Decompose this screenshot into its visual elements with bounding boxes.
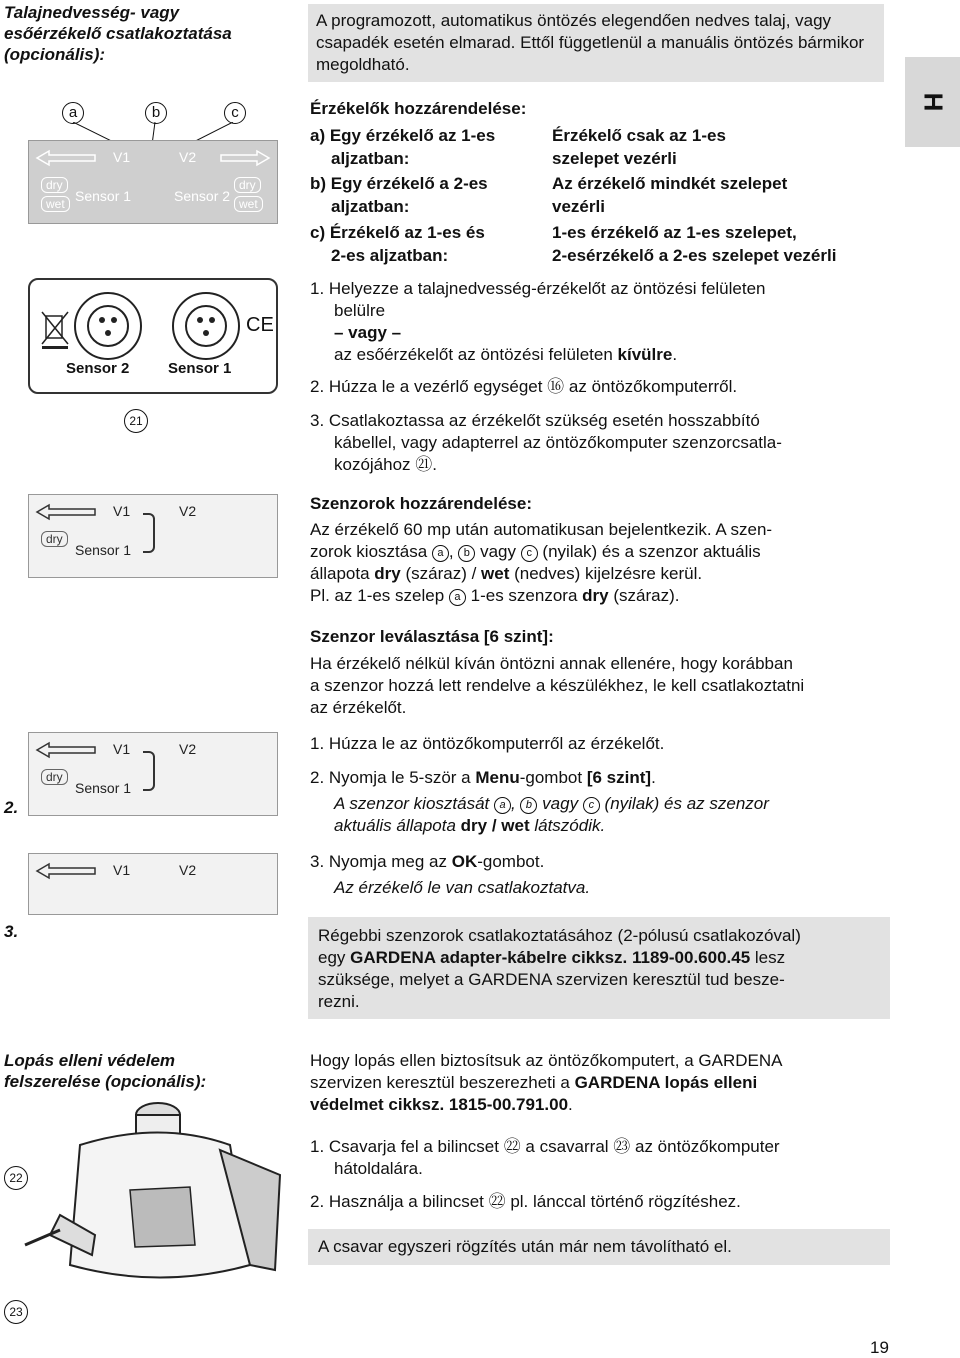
v2-label: V2 bbox=[179, 741, 197, 757]
assign-heading: Érzékelők hozzárendelése: bbox=[310, 99, 527, 118]
step-2-label: 2. bbox=[4, 798, 19, 817]
display-one-sensor bbox=[28, 494, 278, 578]
dry-badge-2: dry bbox=[234, 177, 261, 193]
szen-dry2: dry bbox=[582, 586, 609, 605]
wet-badge-2: wet bbox=[234, 196, 263, 212]
callout-22: 22 bbox=[4, 1166, 28, 1190]
row-c-right: 1-es érzékelő az 1-es szelepet, bbox=[552, 223, 797, 242]
arrow-icons bbox=[35, 149, 271, 167]
lev-line2: a szenzor hozzá lett rendelve a készülékhez, le kell csatlakoztatni bbox=[310, 676, 805, 695]
intro-box: A programozott, automatikus öntözés elegendően nedves talaj, vagy csapadék esetén elmarad. Ettől függetlenül a manuális öntözés bármikor megoldható. bbox=[308, 4, 884, 82]
lev-s3a: 3. Nyomja meg az bbox=[310, 852, 452, 871]
row-c-right2: 2-esérzékelő a 2-es szelepet vezérli bbox=[552, 246, 837, 265]
v1-label: V1 bbox=[113, 149, 131, 165]
dry-badge: dry bbox=[41, 531, 68, 547]
lev-s2b: -gombot bbox=[519, 768, 587, 787]
box2-line3: szüksége, melyet a GARDENA szervizen keresztül tud besze- bbox=[318, 970, 785, 989]
sensor1-label: Sensor 1 bbox=[75, 780, 132, 796]
row-b-left2: aljzatban: bbox=[331, 197, 410, 216]
display-two-sensors bbox=[28, 140, 278, 224]
szen-3b: (száraz) / bbox=[400, 564, 482, 583]
lev-it1b: vagy bbox=[537, 794, 583, 813]
row-a-right: Érzékelő csak az 1-es bbox=[552, 126, 726, 145]
szen-line1: Az érzékelő 60 mp után automatikusan bejelentkezik. A szen- bbox=[310, 520, 773, 539]
screw-box: A csavar egyszeri rögzítés után már nem távolítható el. bbox=[308, 1229, 890, 1265]
lev-drywet: dry / wet bbox=[460, 816, 530, 835]
row-a-left: a) Egy érzékelő az 1-es bbox=[310, 126, 496, 145]
wet-badge-1: wet bbox=[41, 196, 70, 212]
szen-3a: állapota bbox=[310, 564, 375, 583]
arrow-left-icon bbox=[35, 741, 115, 759]
lev-it2a: aktuális állapota bbox=[334, 816, 461, 835]
page-number: 19 bbox=[870, 1338, 889, 1357]
lev-s3b: -gombot. bbox=[477, 852, 545, 871]
ce-mark: CE bbox=[246, 314, 274, 336]
box2-2a: egy bbox=[318, 948, 351, 967]
display-step3 bbox=[28, 853, 278, 915]
lev-ok: OK bbox=[451, 852, 478, 871]
box2-2c: lesz bbox=[750, 948, 786, 967]
device-illustration bbox=[20, 1095, 285, 1295]
szen-2a: zorok kiosztása bbox=[310, 542, 432, 561]
theft-3: védelmet cikksz. 1815-00.791.00 bbox=[310, 1095, 569, 1114]
szen-paragraph: Az érzékelő 60 mp után automatikusan bejelentkezik. A szen- zorok kiosztása a , b vagy c (nyilak) és a szenzor aktuális állapota dry (száraz) / wet (nedves) kijelzésre kerül. Pl. az 1-es szelep a 1-es szenzora dry (száraz). bbox=[310, 519, 885, 607]
sensor1-label: Sensor 1 bbox=[75, 542, 132, 558]
lev-s2a: 2. Nyomja le 5-ször a bbox=[310, 768, 476, 787]
sensor2-label: Sensor 2 bbox=[174, 188, 231, 204]
theft-step1 bbox=[310, 1136, 885, 1180]
row-c-left2: 2-es aljzatban: bbox=[331, 246, 449, 265]
szen-dry: dry bbox=[374, 564, 401, 583]
circ-a: a bbox=[432, 545, 449, 562]
callout-c: c bbox=[224, 102, 246, 124]
row-b-left: b) Egy érzékelő a 2-es bbox=[310, 174, 488, 193]
row-a-left2: aljzatban: bbox=[331, 149, 410, 168]
step3-line1: 3. Csatlakoztassa az érzékelőt szükség esetén hosszabbító bbox=[310, 411, 760, 430]
box2-2b: GARDENA adapter-kábelre cikksz. 1189-00.600.45 bbox=[350, 948, 751, 967]
theft-line1: Hogy lopás ellen biztosítsuk az öntözőkomputert, a GARDENA bbox=[310, 1051, 783, 1070]
step-3 bbox=[310, 410, 885, 476]
v2-label: V2 bbox=[179, 503, 197, 519]
szen-4b: 1-es szenzora bbox=[465, 586, 583, 605]
szen-4c: (száraz). bbox=[608, 586, 680, 605]
step1-line3: az esőérzékelőt az öntözési felületen bbox=[334, 345, 618, 364]
theft-s1a: 1. Csavarja fel a bilincset ㉒ a csavarral ㉓ az öntözőkomputer bbox=[310, 1137, 780, 1156]
theft-s1b: hátoldalára. bbox=[334, 1159, 423, 1178]
szen-4a: Pl. az 1-es szelep bbox=[310, 586, 449, 605]
box2-line1: Régebbi szenzorok csatlakoztatásához (2-pólusú csatlakozóval) bbox=[318, 926, 801, 945]
lev-level: [6 szint] bbox=[586, 768, 652, 787]
lev-step1: 1. Húzza le az öntözőkomputerről az érzékelőt. bbox=[310, 734, 665, 753]
step3-line3: kozójához ㉑. bbox=[334, 455, 437, 474]
display-step2 bbox=[28, 732, 278, 816]
sensor-module bbox=[28, 278, 278, 394]
lev-menu: Menu bbox=[475, 768, 520, 787]
step1-line2: belülre bbox=[334, 301, 386, 320]
row-b-right: Az érzékelő mindkét szelepet bbox=[552, 174, 788, 193]
szen-2c: (nyilak) és a szenzor aktuális bbox=[537, 542, 761, 561]
v2-label: V2 bbox=[179, 149, 197, 165]
v1-label: V1 bbox=[113, 862, 131, 878]
adapter-box bbox=[308, 917, 890, 1019]
dry-badge: dry bbox=[41, 769, 68, 785]
lev-it2b: látszódik. bbox=[529, 816, 606, 835]
v2-label: V2 bbox=[179, 862, 197, 878]
row-b-right2: vezérli bbox=[552, 197, 605, 216]
callout-23: 23 bbox=[4, 1300, 28, 1324]
szen-2b: vagy bbox=[475, 542, 521, 561]
circ-b3: b bbox=[520, 797, 537, 814]
bracket bbox=[143, 513, 155, 553]
step1-line1: 1. Helyezze a talajnedvesség-érzékelőt az öntözési felületen bbox=[310, 279, 766, 298]
lev-step3 bbox=[310, 851, 885, 899]
v1-label: V1 bbox=[113, 503, 131, 519]
arrow-left-icon bbox=[35, 862, 115, 880]
sensor-heading: Talajnedvesség- vagy esőérzékelő csatlakoztatása (opcionális): bbox=[4, 3, 232, 64]
step-1 bbox=[310, 278, 885, 366]
v1-label: V1 bbox=[113, 741, 131, 757]
callout-21: 21 bbox=[124, 409, 148, 433]
theft-paragraph bbox=[310, 1050, 885, 1116]
step-3-label: 3. bbox=[4, 922, 19, 941]
step1-or: – vagy – bbox=[334, 323, 402, 342]
dry-badge-1: dry bbox=[41, 177, 68, 193]
theft-2b: GARDENA lopás elleni bbox=[574, 1073, 758, 1092]
bracket bbox=[143, 751, 155, 791]
language-tab: H bbox=[905, 57, 960, 147]
arrow-left-icon bbox=[35, 503, 115, 521]
lev-paragraph bbox=[310, 653, 885, 719]
circ-b: b bbox=[458, 545, 475, 562]
step-2: 2. Húzza le a vezérlő egységet ⑯ az öntözőkomputerről. bbox=[310, 377, 738, 396]
theft-2a: szervizen keresztül beszerezheti a bbox=[310, 1073, 575, 1092]
socket-1-icon bbox=[170, 290, 242, 362]
szen-heading: Szenzorok hozzárendelése: bbox=[310, 494, 533, 513]
circ-c: c bbox=[521, 545, 538, 562]
step3-line2: kábellel, vagy adapterrel az öntözőkomputer szenzorcsatla- bbox=[334, 433, 782, 452]
row-a-right2: szelepet vezérli bbox=[552, 149, 677, 168]
lev-it1a: A szenzor kiosztását bbox=[334, 794, 494, 813]
lev-s2c: . bbox=[651, 768, 656, 787]
szen-wet: wet bbox=[481, 564, 510, 583]
lev-step2: 2. Nyomja le 5-ször a Menu-gombot [6 szint]. A szenzor kiosztását a , b vagy c (nyilak) és az szenzor aktuális állapota dry / wet látszódik. bbox=[310, 768, 769, 835]
theft-heading: Lopás elleni védelem felszerelése (opcionális): bbox=[4, 1051, 207, 1091]
socket-2-icon bbox=[72, 290, 144, 362]
circ-c3: c bbox=[583, 797, 600, 814]
weee-icon bbox=[40, 310, 70, 350]
theft-3b: . bbox=[568, 1095, 573, 1114]
row-c-left: c) Érzékelő az 1-es és bbox=[310, 223, 485, 242]
module-sensor2-label: Sensor 2 bbox=[66, 360, 130, 377]
step1-end: . bbox=[672, 345, 678, 364]
callout-a: a bbox=[62, 102, 84, 124]
lev-it1c: (nyilak) és az szenzor bbox=[599, 794, 769, 813]
lev-heading: Szenzor leválasztása [6 szint]: bbox=[310, 627, 554, 646]
box2-line4: rezni. bbox=[318, 992, 360, 1011]
theft-step2: 2. Használja a bilincset ㉒ pl. lánccal történő rögzítéshez. bbox=[310, 1192, 741, 1211]
szen-3c: (nedves) kijelzésre kerül. bbox=[509, 564, 703, 583]
callout-b: b bbox=[145, 102, 167, 124]
circ-a2: a bbox=[449, 589, 466, 606]
step1-kivulre: kívülre bbox=[617, 345, 673, 364]
module-sensor1-label: Sensor 1 bbox=[168, 360, 232, 377]
circ-a3: a bbox=[494, 797, 511, 814]
sensor1-label: Sensor 1 bbox=[75, 188, 132, 204]
lev-line3: az érzékelőt. bbox=[310, 698, 407, 717]
lev-line1: Ha érzékelő nélkül kíván öntözni annak ellenére, hogy korábban bbox=[310, 654, 793, 673]
lev-s3-it: Az érzékelő le van csatlakoztatva. bbox=[334, 878, 591, 897]
